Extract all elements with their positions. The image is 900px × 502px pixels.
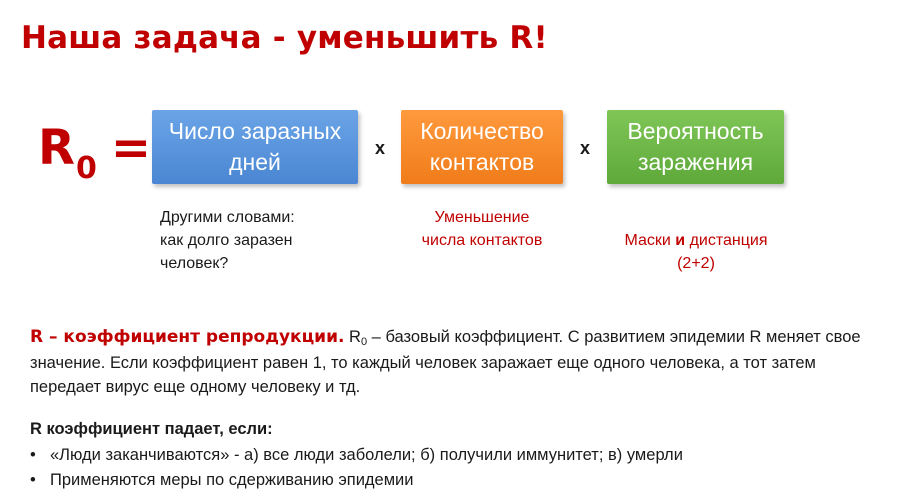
r0-symbol [38, 120, 152, 186]
note-masks-distance [600, 206, 792, 275]
definition-text: – базовый коэффициент. С развитием эпидемии R меняет свое значение. Если коэффициент равен 1, то каждый человек заражает еще одного человека, а тот затем передает вирус еще одному человеку и тд. [30, 328, 861, 396]
factor-infection-probability [607, 110, 784, 184]
factor-infection-probability-label: Вероятность заражения [627, 118, 764, 175]
note-masks-bold: и [675, 232, 686, 249]
note-infectious-duration: Другими словами: как долго заразен человек? [160, 209, 295, 272]
multiply-sign-2: x [580, 138, 591, 158]
multiply-sign-1: x [375, 138, 386, 158]
note-masks-line2: (2+2) [677, 255, 715, 272]
bullet-icon: • [30, 471, 36, 489]
slide-title: Наша задача - уменьшить R! [21, 20, 548, 56]
falls-list [30, 443, 683, 493]
factor-contacts-label: Количество контактов [420, 118, 544, 175]
falls-heading: R коэффициент падает, если: [30, 420, 273, 438]
factor-infectious-days-label: Число заразных дней [168, 118, 342, 175]
note-masks-part1: Маски [624, 232, 676, 249]
definition-lead: R – коэффициент репродукции. [30, 327, 345, 347]
r0-letter: R [38, 120, 75, 176]
list-item [30, 468, 683, 493]
falls-item-1: «Люди заканчиваются» - а) все люди заболели; б) получили иммунитет; в) умерли [50, 446, 683, 464]
list-item [30, 443, 683, 468]
factor-contacts [401, 110, 563, 184]
note-reduce-contacts: Уменьшение числа контактов [421, 209, 543, 249]
equals-sign: = [110, 120, 152, 176]
factor-infectious-days [152, 110, 358, 184]
definition-paragraph [30, 325, 880, 399]
falls-item-2: Применяются меры по сдерживанию эпидемии [50, 471, 414, 489]
note-masks-part2: дистанция [685, 232, 768, 249]
r0-subscript: 0 [75, 151, 97, 186]
definition-r-subscript: 0 [360, 336, 368, 348]
bullet-icon: • [30, 446, 36, 464]
definition-r-letter: R [349, 328, 361, 346]
